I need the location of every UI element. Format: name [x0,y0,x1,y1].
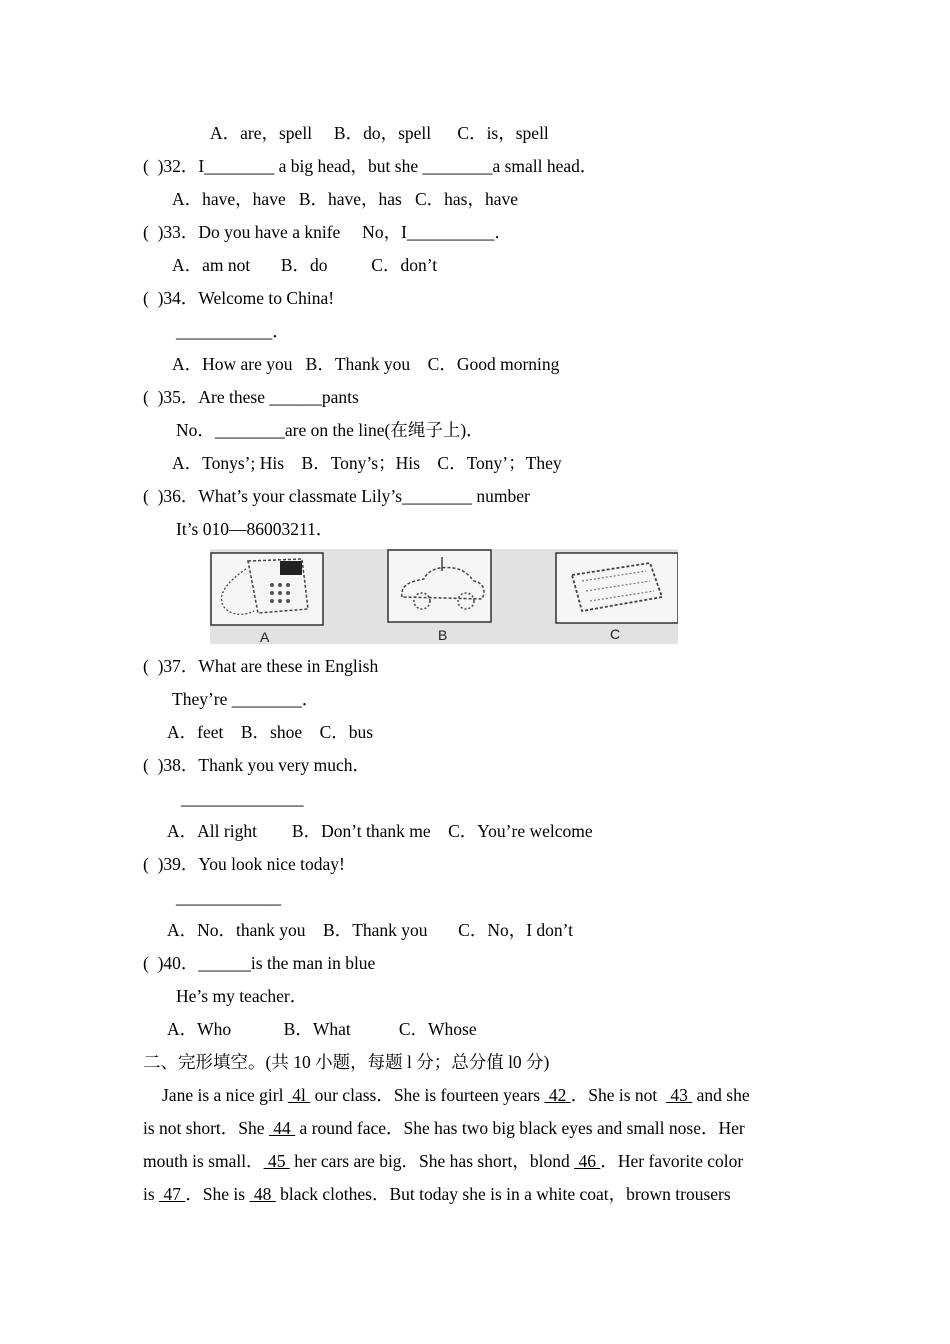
q39-answer-blank: ____________ [176,887,281,907]
question-33: ( )33．Do you have a knife No，I__________． [143,222,512,242]
q39-options: A．No．thank you B．Thank you C．No，I don’t [167,920,574,940]
figure-label-c: C [610,626,621,642]
passage-line-3: mouth is small． 45 her cars are big．She has short，blond 46 ．Her favorite color [143,1151,744,1171]
question-40: ( )40．______is the man in blue [143,953,376,973]
blank-48: 48 [249,1184,276,1204]
question-39: ( )39．You look nice today! [143,854,345,874]
figure-label-b: B [438,627,448,643]
q38-answer-blank: ______________ [181,788,304,808]
passage-line-1: Jane is a nice girl 4l our class．She is fourteen years 42 ．She is not 43 and she [162,1085,750,1105]
phone-picture [211,553,323,625]
q37-picture-options [210,549,678,644]
question-38: ( )38．Thank you very much． [143,755,370,775]
passage-line-2: is not short．She 44 a round face．She has two big black eyes and small nose．Her [143,1118,745,1138]
car-picture [388,550,491,622]
blank-47: 47 [159,1184,186,1204]
q36-answer-line: It’s 010—86003211． [176,519,334,539]
q35-options: A．Tonys’; His B．Tony’s；His C．Tony’；They [172,453,562,473]
q32-options: A．have，have B．have，has C．has，have [172,189,519,209]
passage-line-4: is 47 ．She is 48 black clothes．But today she is in a white coat，brown trousers [143,1184,731,1204]
q40-answer-line: He’s my teacher． [176,986,308,1006]
blank-46: 46 [574,1151,601,1171]
blank-42: 42 [544,1085,571,1105]
blank-41: 4l [287,1085,311,1105]
section-heading-cloze: 二、完形填空。(共 10 小题，每题 l 分；总分值 l0 分) [143,1052,550,1072]
question-35: ( )35．Are these ______pants [143,387,359,407]
question-32: ( )32．I________ a big head，but she ________a small head． [143,156,598,176]
q38-options: A．All right B．Don’t thank me C．You’re welcome [167,821,593,841]
q40-options: A．Who B．What C．Whose [167,1019,477,1039]
q37-answer-line: They’re ________． [172,689,320,709]
question-34: ( )34．Welcome to China! [143,288,335,308]
blank-45: 45 [263,1151,290,1171]
q37-options: A．feet B．shoe C．bus [167,722,374,742]
figure-label-a: A [260,629,270,644]
q33-options: A．am not B．do C．don’t [172,255,438,275]
q34-options: A．How are you B．Thank you C．Good morning [172,354,560,374]
q31-options: A．are，spell B．do，spell C．is，spell [210,123,549,143]
question-37: ( )37．What are these in English [143,656,379,676]
q34-answer-blank: ___________． [176,321,290,341]
blank-44: 44 [268,1118,296,1138]
envelope-picture [556,553,678,623]
q35-answer-line: No．________are on the line(在绳子上)． [176,420,484,440]
blank-43: 43 [666,1085,693,1105]
question-36: ( )36．What’s your classmate Lily’s________ number [143,486,530,506]
